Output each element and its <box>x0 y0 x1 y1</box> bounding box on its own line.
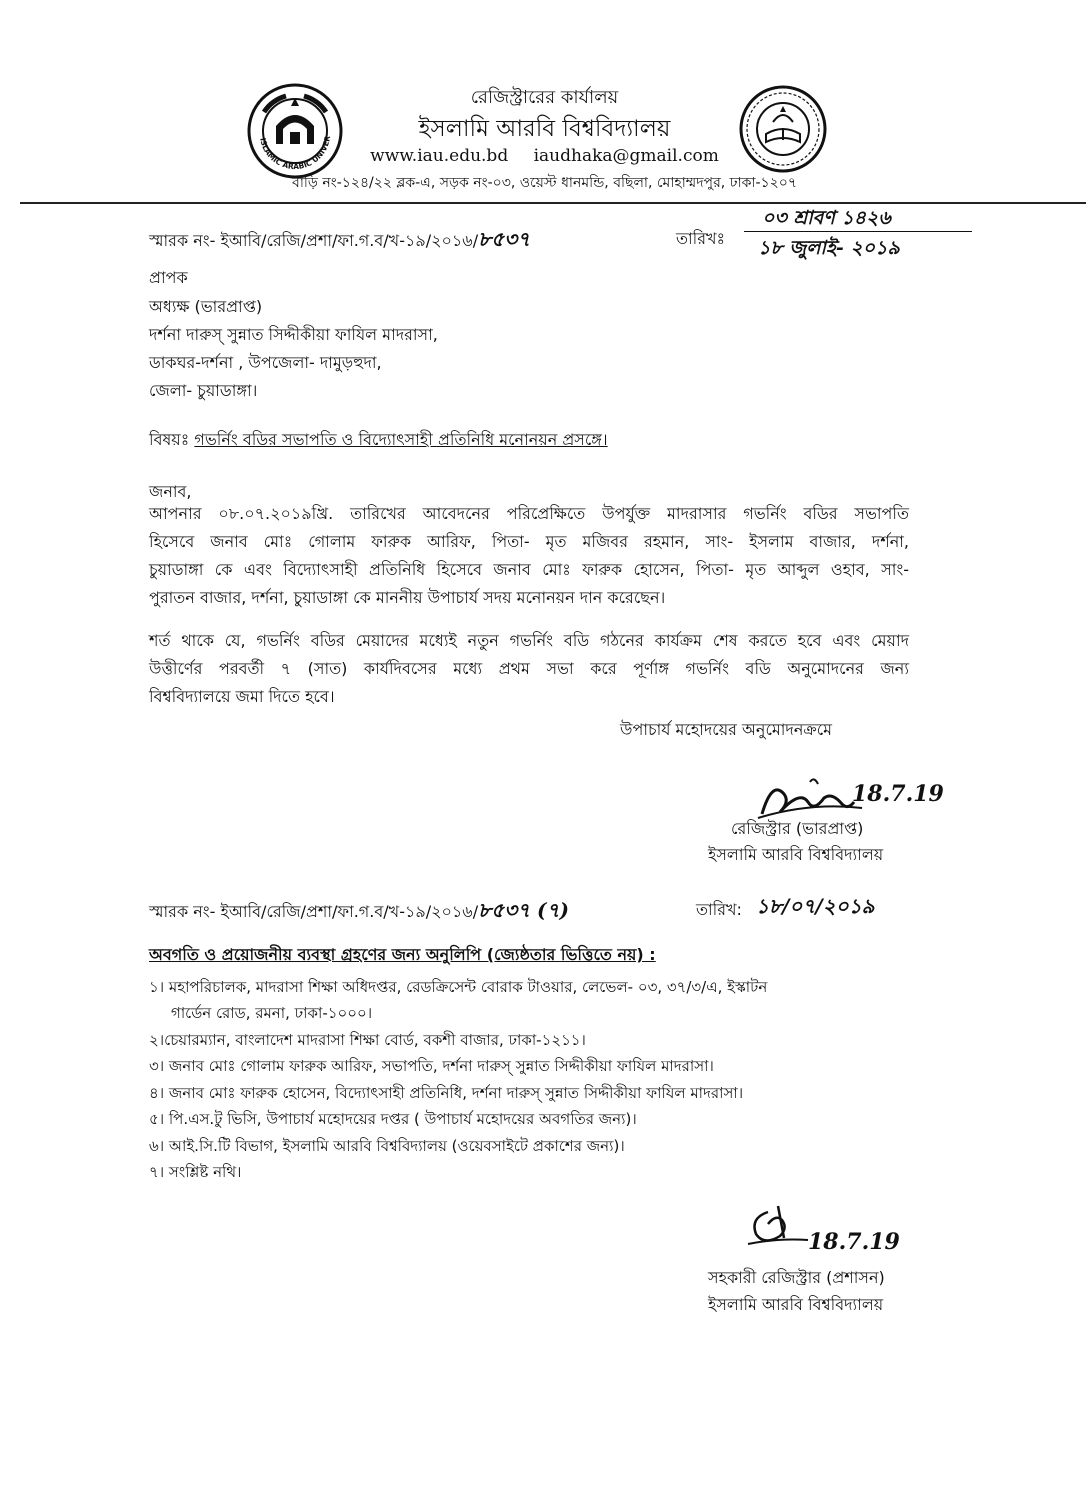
registrar-title: রেজিস্ট্রার (ভারপ্রাপ্ত) <box>731 819 864 838</box>
salutation: জনাব, <box>149 482 192 501</box>
assistant-registrar-org: ইসলামি আরবি বিশ্ববিদ্যালয় <box>708 1295 884 1314</box>
paragraph-line: চুয়াডাঙ্গা কে এবং বিদ্যোৎসাহী প্রতিনিধি হিসেবে জনাব মোঃ ফারুক হোসেন, পিতা- মৃত আব্দুল ওহাব, সাং- <box>149 560 909 579</box>
memo2-ref-label: স্মারক নং- ইআবি/রেজি/প্রশা/ফা.গ.ব/খ-১৯/২০১৬/ <box>149 902 479 921</box>
recipient-line: অধ্যক্ষ (ভারপ্রাপ্ত) <box>149 297 263 316</box>
memo-date-bangla: ০৩ শ্রাবণ ১৪২৬ <box>762 207 891 229</box>
contact-line <box>0 146 1089 166</box>
copy-item: ২।চেয়ারম্যান, বাংলাদেশ মাদরাসা শিক্ষা বোর্ড, বকশী বাজার, ঢাকা-১২১১। <box>149 1031 586 1049</box>
copy-item: ৫। পি.এস.টু ভিসি, উপাচার্য মহোদয়ের দপ্তর ( উপাচার্য মহোদয়ের অবগতির জন্য)। <box>149 1110 637 1128</box>
memo-ref-number: ৮৫৩৭ <box>478 227 531 251</box>
memo-date-label: তারিখঃ <box>676 229 726 248</box>
copy-item: ৬। আই.সি.টি বিভাগ, ইসলামি আরবি বিশ্ববিদ্যালয় (ওয়েবসাইটে প্রকাশের জন্য)। <box>149 1137 625 1155</box>
memo2-date: ১৮/০৭/২০১৯ <box>756 894 875 918</box>
header-divider <box>20 202 1086 204</box>
recipient-line: দর্শনা দারুস্ সুন্নাত সিদ্দীকীয়া ফাযিল মাদরাসা, <box>149 325 438 344</box>
copy-item: ৪। জনাব মোঃ ফারুক হোসেন, বিদ্যোৎসাহী প্রতিনিধি, দর্শনা দারুস্ সুন্নাত সিদ্দীকীয়া ফাযিল মাদরাসা। <box>149 1084 744 1102</box>
memo2-reference <box>149 900 569 922</box>
assistant-registrar-signature <box>738 1198 818 1258</box>
registrar-signed-date: 18.7.19 <box>852 781 944 807</box>
website-link[interactable]: www.iau.edu.bd <box>370 146 509 166</box>
assistant-registrar-title: সহকারী রেজিস্ট্রার (প্রশাসন) <box>708 1268 885 1287</box>
university-name: ইসলামি আরবি বিশ্ববিদ্যালয় <box>418 116 671 142</box>
recipient-heading: প্রাপক <box>149 268 188 287</box>
paragraph-line: হিসেবে জনাব মোঃ গোলাম ফারুক আরিফ, পিতা- মৃত মজিবর রহমান, সাং- ইসলাম বাজার, দর্শনা, <box>149 532 909 551</box>
paragraph-line: বিশ্ববিদ্যালয়ে জমা দিতে হবে। <box>149 687 335 706</box>
logo-left-text: ISLAMIC ARABIC UNIVER <box>258 135 333 172</box>
registrar-org: ইসলামি আরবি বিশ্ববিদ্যালয় <box>708 845 884 864</box>
memo2-date-label: তারিখ: <box>696 900 742 919</box>
body-paragraph-2 <box>149 627 909 711</box>
memo2-ref-number: ৮৫৩৭ (৭) <box>478 898 569 922</box>
paragraph-line: উত্তীর্ণের পরবর্তী ৭ (সাত) কার্যদিবসের মধ্যে প্রথম সভা করে পূর্ণাঙ্গ গভর্নিং বডি অনুমোদনের জন্য <box>149 659 909 678</box>
copies-heading: অবগতি ও প্রয়োজনীয় ব্যবস্থা গ্রহণের জন্য অনুলিপি (জ্যেষ্ঠতার ভিত্তিতে নয়) : <box>149 945 656 964</box>
paragraph-line: শর্ত থাকে যে, গভর্নিং বডির মেয়াদের মধ্যেই নতুন গভর্নিং বডি গঠনের কার্যক্রম শেষ করতে হবে এবং মেয়াদ <box>149 631 909 650</box>
subject-text: গভর্নিং বডির সভাপতি ও বিদ্যোৎসাহী প্রতিনিধি মনোনয়ন প্রসঙ্গে। <box>194 430 608 449</box>
memo-reference <box>149 229 530 251</box>
paragraph-line: পুরাতন বাজার, দর্শনা, চুয়াডাঙ্গা কে মাননীয় উপাচার্য সদয় মনোনয়ন দান করেছেন। <box>149 588 666 607</box>
office-name: রেজিস্ট্রারের কার্যালয় <box>470 87 619 108</box>
date-divider <box>744 231 972 232</box>
paragraph-line: আপনার ০৮.০৭.২০১৯খ্রি. তারিখের আবেদনের পরিপ্রেক্ষিতে উপর্যুক্ত মাদরাসার গভর্নিং বডির সভাপতি <box>149 504 909 523</box>
copy-item: ৩। জনাব মোঃ গোলাম ফারুক আরিফ, সভাপতি, দর্শনা দারুস্ সুন্নাত সিদ্দীকীয়া ফাযিল মাদরাসা। <box>149 1057 714 1075</box>
memo-ref-label: স্মারক নং- ইআবি/রেজি/প্রশা/ফা.গ.ব/খ-১৯/২০১৬/ <box>149 231 479 250</box>
copy-item: ৭। সংশ্লিষ্ট নথি। <box>149 1163 242 1181</box>
recipient-line: জেলা- চুয়াডাঙ্গা। <box>149 381 258 400</box>
approval-note: উপাচার্য মহোদয়ের অনুমোদনক্রমে <box>620 720 833 739</box>
memo-date-gregorian: ১৮ জুলাই- ২০১৯ <box>758 237 900 259</box>
subject-label: বিষয়ঃ <box>149 430 190 449</box>
address-line: বাড়ি নং-১২৪/২২ ব্লক-এ, সড়ক নং-০৩, ওয়েস্ট ধানমন্ডি, বছিলা, মোহাম্মদপুর, ঢাকা-১২০৭ <box>292 175 797 191</box>
body-paragraph-1 <box>149 500 909 612</box>
copy-item: গার্ডেন রোড, রমনা, ঢাকা-১০০০। <box>171 1004 373 1022</box>
subject <box>149 430 608 450</box>
copy-item: ১। মহাপরিচালক, মাদরাসা শিক্ষা অধিদপ্তর, রেডক্রিসেন্ট বোরাক টাওয়ার, লেভেল- ০৩, ৩৭/৩/এ, ইস্কাটন <box>149 978 768 996</box>
recipient-line: ডাকঘর-দর্শনা , উপজেলা- দামুড়হুদা, <box>149 353 382 372</box>
email-link[interactable]: iaudhaka@gmail.com <box>533 146 719 166</box>
assistant-registrar-signed-date: 18.7.19 <box>808 1229 900 1255</box>
